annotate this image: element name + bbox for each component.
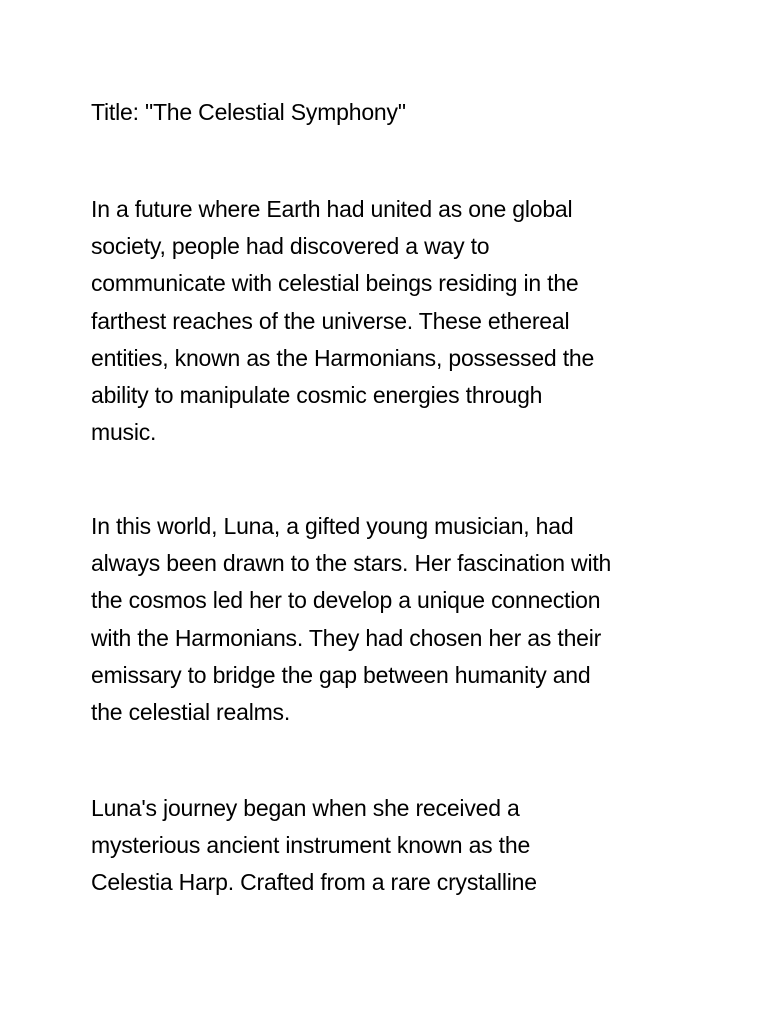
paragraph-2 xyxy=(91,508,731,731)
paragraph-line: ability to manipulate cosmic energies through xyxy=(91,382,543,409)
paragraph-line: music. xyxy=(91,419,157,446)
paragraph-line: In a future where Earth had united as one global xyxy=(91,196,573,222)
paragraph-line: In this world, Luna, a gifted young musician, had xyxy=(91,513,574,539)
paragraph-line: mysterious ancient instrument known as the xyxy=(91,832,531,859)
paragraph-1 xyxy=(91,191,731,451)
paragraph-line: always been drawn to the stars. Her fascination with xyxy=(91,550,612,577)
document-title xyxy=(91,94,731,131)
paragraph-line: entities, known as the Harmonians, possessed the xyxy=(91,344,595,371)
paragraph-line: farthest reaches of the universe. These ethereal xyxy=(91,307,570,334)
paragraph-line: communicate with celestial beings residing in the xyxy=(91,270,579,297)
paragraph-line: with the Harmonians. They had chosen her as their xyxy=(91,624,602,651)
paragraph-3 xyxy=(91,790,731,902)
paragraph-line: the cosmos led her to develop a unique connection xyxy=(91,587,601,614)
paragraph-line: society, people had discovered a way to xyxy=(91,233,490,260)
paragraph-line: the celestial realms. xyxy=(91,699,291,726)
paragraph-line: emissary to bridge the gap between humanity and xyxy=(91,661,591,688)
paragraph-line: Celestia Harp. Crafted from a rare crystalline xyxy=(91,869,537,896)
paragraph-line: Luna's journey began when she received a xyxy=(91,795,520,821)
title-line: Title: "The Celestial Symphony" xyxy=(91,99,406,125)
